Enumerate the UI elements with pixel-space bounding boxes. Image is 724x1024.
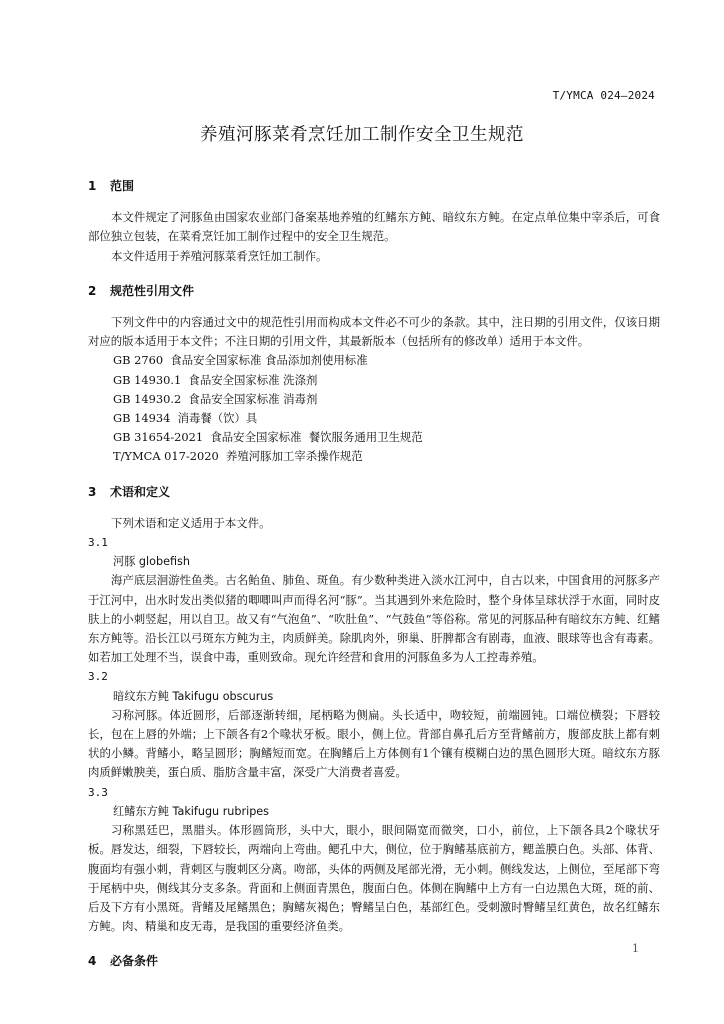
paragraph: 本文件适用于养殖河豚菜肴烹饪加工制作。	[111, 248, 328, 263]
term-number: 3.1	[88, 536, 108, 550]
term-name: 暗纹东方鲀 Takifugu obscurus	[113, 689, 274, 703]
standard-code: T/YMCA 024—2024	[552, 89, 655, 102]
section-number: 2	[88, 283, 97, 298]
page-number: 1	[632, 942, 639, 955]
term-definition: 习称河豚。体近圆形，后部逐渐转细，尾柄略为侧扁。头长适中，吻较短，前端圆钝。口端位横裂；下唇较长，包在上唇的外端；上下颌各有2个喙状牙板。眼小，侧上位。背部自鼻孔后方至背鳍前方，腹部皮肤上都有刺状的小鳞。背鳍小，略呈圆形；胸鳍短而宽。在胸鳍后上方体侧有1个镶有模糊白边的黑色圆形大斑。暗纹东方豚肉质鲜嫩腴美，蛋白质、脂肪含量丰富，深受广大消费者喜爱。	[88, 707, 660, 780]
section-title: 必备条件	[110, 954, 159, 969]
section-title: 术语和定义	[110, 484, 171, 499]
term-name: 河豚 globefish	[113, 555, 190, 569]
term-number: 3.2	[88, 670, 108, 684]
paragraph: 下列文件中的内容通过文中的规范性引用而构成本文件必不可少的条款。其中，注日期的引用文件，仅该日期对应的版本适用于本文件；不注日期的引用文件，其最新版本（包括所有的修改单）适用于本文件。	[88, 315, 660, 349]
section-number: 3	[88, 484, 97, 499]
section-heading-normative-references	[88, 282, 660, 301]
section-title: 范围	[110, 179, 135, 193]
section-heading-terms	[88, 483, 660, 502]
section-heading-requirements	[88, 952, 660, 971]
section-number: 1	[88, 179, 97, 193]
reference-item: GB 14930.2 食品安全国家标准 消毒剂	[113, 391, 318, 406]
term-number: 3.3	[88, 785, 108, 799]
paragraph: 下列术语和定义适用于本文件。	[111, 515, 271, 530]
document-body	[88, 177, 660, 972]
section-heading-scope	[88, 177, 660, 196]
section-title: 规范性引用文件	[110, 283, 195, 298]
term-name: 红鳍东方鲀 Takifugu rubripes	[113, 804, 270, 818]
term-definition: 习称黑廷巴，黑腊头。体形圆筒形，头中大，眼小，眼间隔宽而微突，口小，前位，上下颌各具2个喙状牙板。唇发达，细裂，下唇较长，两端向上弯曲。鳃孔中大，侧位，位于胸鳍基底前方，鳃盖膜白色。头部、体背、腹面均有强小刺，背刺区与腹刺区分离。吻部，头体的两侧及尾部光滑，无小刺。侧线发达，上侧位，至尾部下弯于尾柄中央，侧线其分支多条。背面和上侧面青黑色，腹面白色。体侧在胸鳍中上方有一白边黑色大斑，斑的前、后及下方有小黑斑。背鳍及尾鳍黑色；胸鳍灰褐色；臀鳍呈白色，基部红色。受刺激时臀鳍呈红黄色，故名红鳍东方鲀。肉、精巢和皮无毒，是我国的重要经济鱼类。	[88, 823, 660, 934]
reference-item: GB 14934 消毒餐（饮）具	[113, 411, 258, 426]
reference-item: GB 2760 食品安全国家标准 食品添加剂使用标准	[113, 353, 368, 368]
reference-item: GB 31654-2021 食品安全国家标准 餐饮服务通用卫生规范	[113, 430, 423, 445]
reference-item: T/YMCA 017-2020 养殖河豚加工宰杀操作规范	[113, 449, 363, 464]
reference-item: GB 14930.1 食品安全国家标准 洗涤剂	[113, 372, 318, 387]
term-definition: 海产底层洄游性鱼类。古名鲐鱼、肺鱼、斑鱼。有少数种类进入淡水江河中，自古以来，中国食用的河豚多产于江河中，出水时发出类似猪的唧唧叫声而得名河“豚”。当其遇到外来危险时，整个身体呈球状浮于水面，同时皮肤上的小刺竖起，用以自卫。故又有“气泡鱼”、“吹肚鱼”、“气鼓鱼”等俗称。常见的河豚品种有暗纹东方鲀、红鳍东方鲀等。沿长江以弓斑东方鲀为主，肉质鲜美。除肌肉外，卵巢、肝脾都含有剧毒，血液、眼球等也含有毒素。如若加工处理不当，误食中毒，重则致命。现允许经营和食用的河豚鱼多为人工控毒养殖。	[88, 573, 660, 665]
document-title: 养殖河豚菜肴烹饪加工制作安全卫生规范	[200, 125, 524, 145]
paragraph: 本文件规定了河豚鱼由国家农业部门备案基地养殖的红鳍东方鲀、暗纹东方鲀。在定点单位集中宰杀后，可食部位独立包装，在菜肴烹饪加工制作过程中的安全卫生规范。	[88, 210, 660, 244]
section-number: 4	[88, 954, 97, 969]
